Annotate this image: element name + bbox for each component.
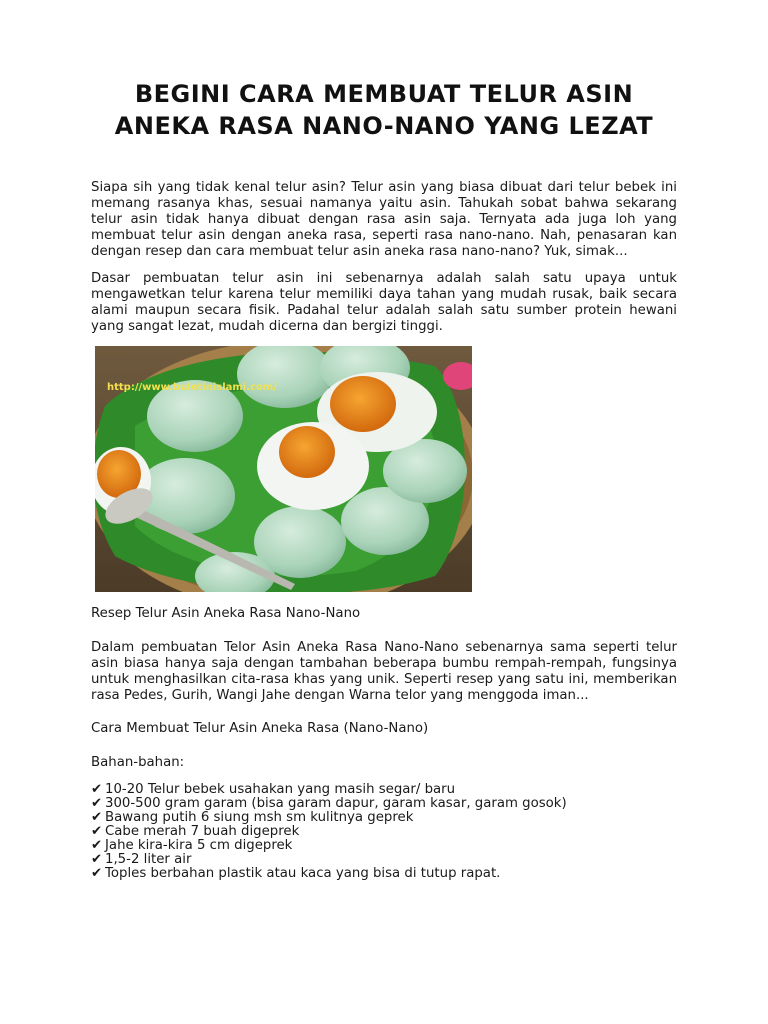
basis-paragraph: Dasar pembuatan telur asin ini sebenarnya adalah salah satu upaya untuk mengawetkan telur karena telur memiliki daya tahan yang mudah rusak, baik secara alami maupun secara fisik. Padahal telur adalah salah satu sumber protein hewani yang sangat lezat, mudah dicerna dan bergizi tinggi. [91,271,677,334]
list-item: ✔ Bawang putih 6 siung msh sm kulitnya geprek [91,810,414,825]
list-item: ✔ Jahe kira-kira 5 cm digeprek [91,838,293,853]
check-icon: ✔ [91,810,103,825]
list-item: ✔ 10-20 Telur bebek usahakan yang masih segar/ baru [91,782,456,797]
document-page [91,78,677,881]
document-title: BEGINI CARA MEMBUAT TELUR ASIN ANEKA RASA NANO-NANO YANG LEZAT [114,80,654,140]
recipe-paragraph: Dalam pembuatan Telor Asin Aneka Rasa Nano-Nano sebenarnya sama seperti telur asin biasa hanya saja dengan tambahan beberapa bumbu rempah-rempah, fungsinya untuk menghasilkan cita-rasa khas yang unik. Seperti resep yang satu ini, memberikan rasa Pedes, Gurih, Wangi Jahe dengan Warna telor yang menggoda iman... [91,640,677,703]
check-icon: ✔ [91,824,103,839]
check-icon: ✔ [91,796,103,811]
list-item: ✔ Toples berbahan plastik atau kaca yang bisa di tutup rapat. [91,866,501,881]
salted-eggs-photo [95,346,472,592]
ingredients-heading: Bahan-bahan: [91,755,185,770]
list-item: ✔ 1,5-2 liter air [91,852,192,867]
recipe-heading: Resep Telur Asin Aneka Rasa Nano-Nano [91,606,361,621]
intro-paragraph: Siapa sih yang tidak kenal telur asin? Telur asin yang biasa dibuat dari telur bebek ini memang rasanya khas, sesuai namanya yaitu asin. Tahukah sobat bahwa sekarang telur asin tidak hanya dibuat dengan rasa asin saja. Ternyata ada juga loh yang membuat telur asin dengan aneka rasa, seperti rasa nano-nano. Nah, penasaran kan dengan resep dan cara membuat telur asin aneka rasa nano-nano? Yuk, simak... [91,180,677,259]
list-item: ✔ 300-500 gram garam (bisa garam dapur, garam kasar, garam gosok) [91,796,567,811]
check-icon: ✔ [91,838,103,853]
ingredients-list [91,783,677,881]
photo-watermark: http://www.buletinislami.com/ [107,382,277,393]
check-icon: ✔ [91,852,103,867]
list-item: ✔ Cabe merah 7 buah digeprek [91,824,300,839]
check-icon: ✔ [91,866,103,881]
check-icon: ✔ [91,782,103,797]
method-heading: Cara Membuat Telur Asin Aneka Rasa (Nano-Nano) [91,721,429,736]
